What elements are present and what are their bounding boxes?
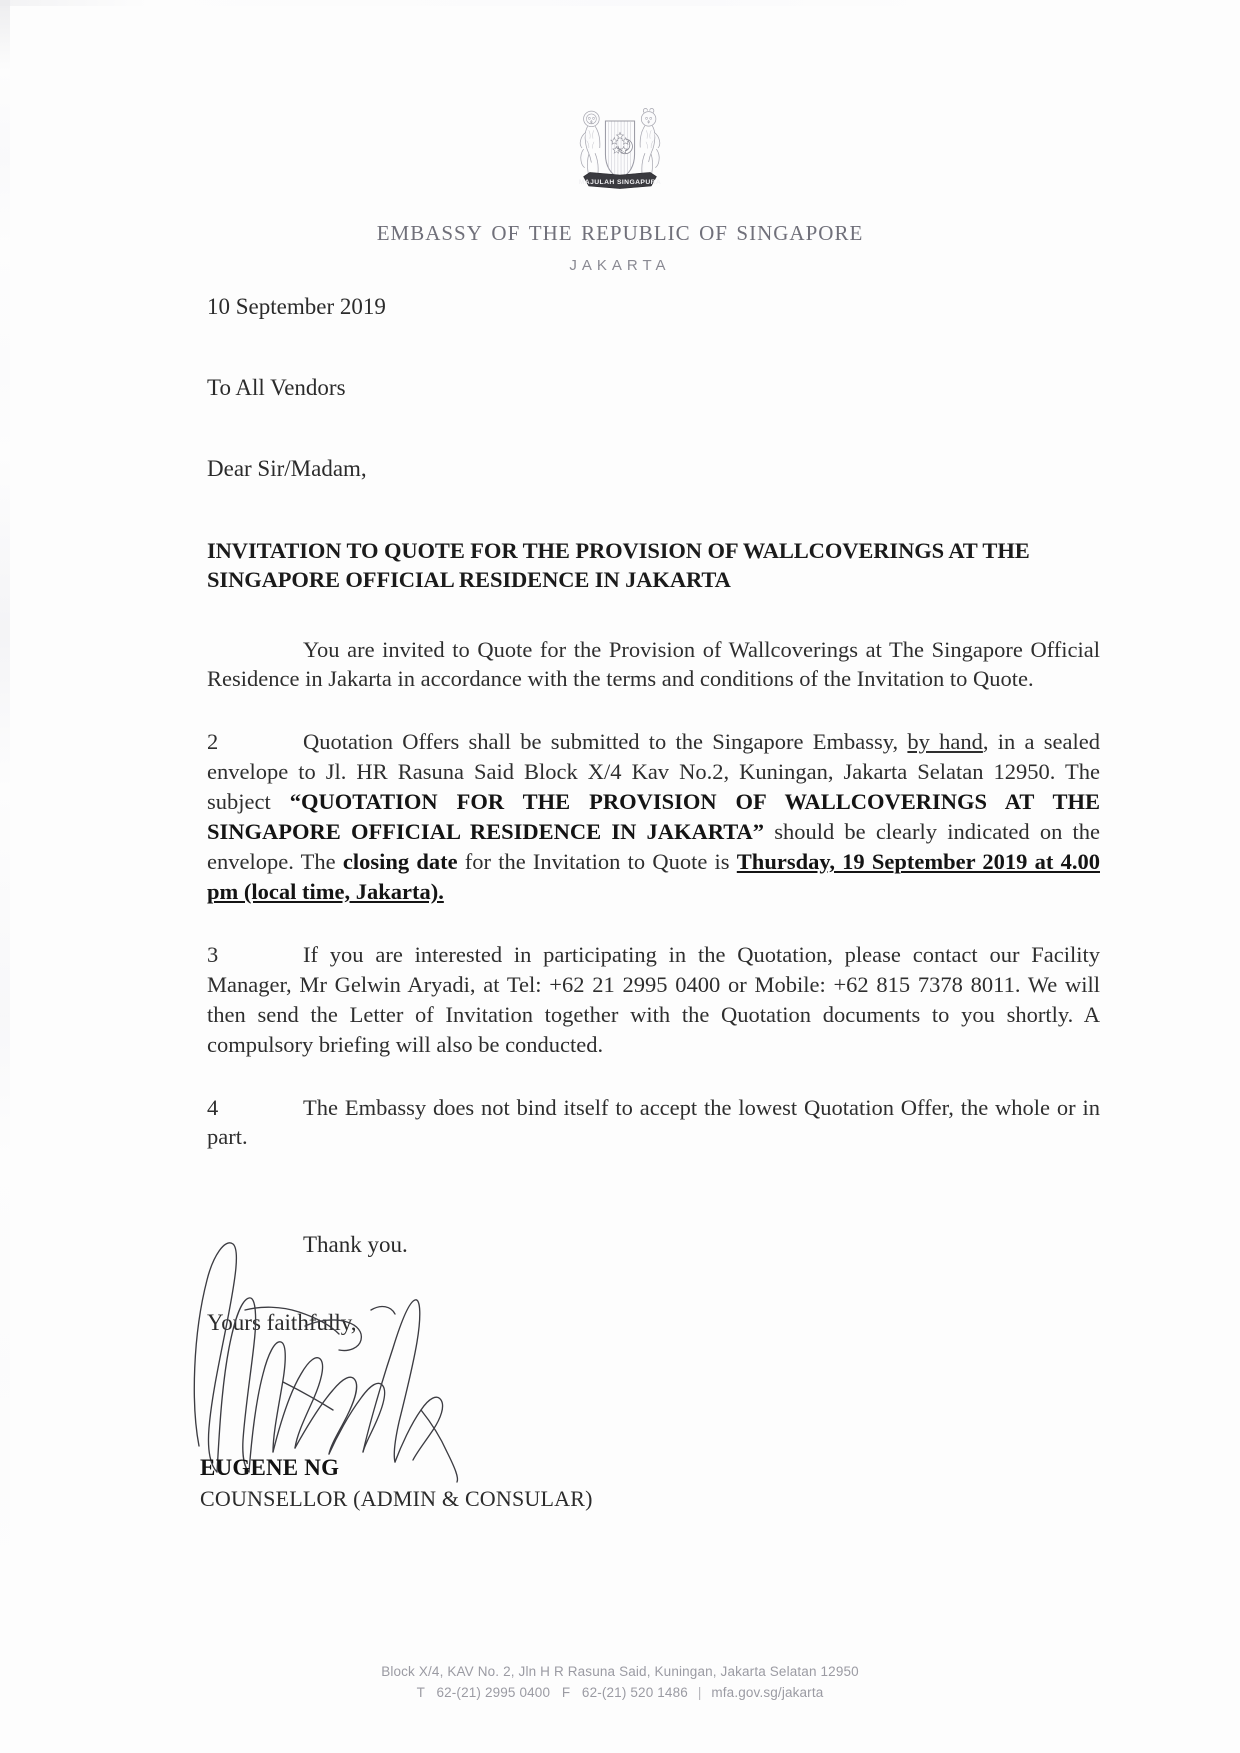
letter-salutation: Dear Sir/Madam, xyxy=(207,456,367,481)
paragraph-2-segment-7: for the Invitation to Quote is xyxy=(457,849,737,875)
scan-artifact-top xyxy=(0,0,1240,6)
letterhead xyxy=(0,96,1240,274)
signer-name: EUGENE NG xyxy=(200,1455,340,1480)
letter-date: 10 September 2019 xyxy=(207,294,386,319)
page-footer xyxy=(0,1664,1240,1700)
paragraph-2-closing-date-label: closing date xyxy=(342,849,458,875)
letter-closing xyxy=(207,1232,807,1336)
paragraph-2-segment-5: should be clearly indicated on the envelope. The xyxy=(207,819,1100,875)
paragraph-4-number: 4 xyxy=(207,1094,219,1120)
footer-address: Block X/4, KAV No. 2, Jln H R Rasuna Said, Kuningan, Jakarta Selatan 12950 xyxy=(381,1664,859,1679)
paragraph-2-by-hand: by hand xyxy=(907,729,983,755)
paragraph-3-text: If you are interested in participating in the Quotation, please contact our Facility Manager, Mr Gelwin Aryadi, at Tel: +62 21 2995 0400 or Mobile: +62 815 7378 8011. We will then send the Letter of Invitation together with the Quotation documents to you shortly. A compulsory briefing will also be conducted. xyxy=(207,941,1100,1057)
footer-fax-number: 62-(21) 520 1486 xyxy=(581,1685,688,1700)
letterhead-organisation: embassy of the republic of singapore xyxy=(376,214,864,247)
paragraph-2 xyxy=(207,727,1100,907)
signature-block xyxy=(200,1455,800,1512)
footer-website[interactable]: mfa.gov.sg/jakarta xyxy=(711,1685,824,1700)
thank-you-line: Thank you. xyxy=(303,1232,408,1257)
paragraph-2-closing-deadline: Thursday, 19 September 2019 at 4.00 pm (local time, Jakarta). xyxy=(207,849,1100,904)
paragraph-1 xyxy=(207,635,1100,695)
paragraph-2-number: 2 xyxy=(207,729,219,755)
letterhead-city: JAKARTA xyxy=(569,257,671,274)
footer-fax-label: F xyxy=(561,1685,571,1700)
letter-subject-title: INVITATION TO QUOTE FOR THE PROVISION OF WALLCOVERINGS AT THE SINGAPORE OFFICIAL RESIDENCE IN JAKARTA xyxy=(207,538,1030,593)
paragraph-2-segment-1: Quotation Offers shall be submitted to the Singapore Embassy, xyxy=(303,729,908,755)
sign-off-line: Yours faithfully, xyxy=(207,1310,357,1335)
paragraph-3-number: 3 xyxy=(207,941,219,967)
paragraph-3 xyxy=(207,940,1100,1060)
footer-separator: | xyxy=(697,1685,702,1700)
crest-motto-text: MAJULAH SINGAPURA xyxy=(578,178,662,186)
paragraph-2-segment-3: , in a sealed envelope to Jl. HR Rasuna Said Block X/4 Kav No.2, Kuningan, Jakarta Selatan 12950. The subject xyxy=(207,729,1100,815)
singapore-state-crest-icon xyxy=(568,96,672,200)
letter-recipient: To All Vendors xyxy=(207,375,346,400)
letter-body xyxy=(207,295,1100,1152)
footer-tel-label: T xyxy=(416,1685,425,1700)
paragraph-1-text: You are invited to Quote for the Provision of Wallcoverings at The Singapore Official Residence in Jakarta in accordance with the terms and conditions of the Invitation to Quote. xyxy=(207,636,1100,692)
footer-contact xyxy=(0,1685,1240,1700)
paragraph-4 xyxy=(207,1093,1100,1153)
paragraph-2-subject-quote: “QUOTATION FOR THE PROVISION OF WALLCOVERINGS AT THE SINGAPORE OFFICIAL RESIDENCE IN JAKARTA” xyxy=(207,789,1100,845)
signer-title: COUNSELLOR (ADMIN & CONSULAR) xyxy=(200,1486,593,1511)
paragraph-4-text: The Embassy does not bind itself to accept the lowest Quotation Offer, the whole or in part. xyxy=(207,1094,1100,1150)
footer-tel-number: 62-(21) 2995 0400 xyxy=(436,1685,551,1700)
